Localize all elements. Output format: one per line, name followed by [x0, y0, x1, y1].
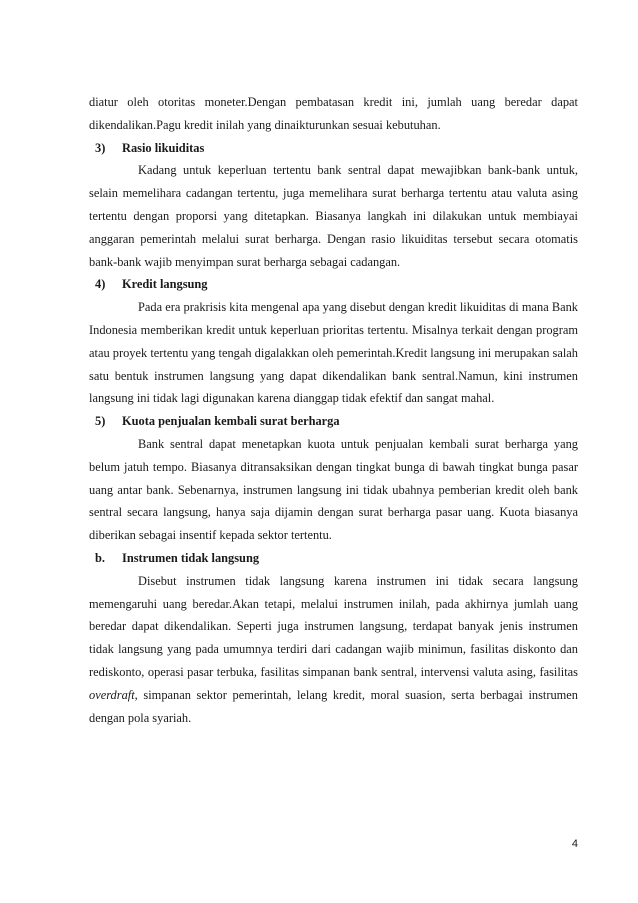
- document-body: [89, 91, 578, 729]
- section-paragraph: Pada era prakrisis kita mengenal apa yang disebut dengan kredit likuiditas di mana Bank Indonesia memberikan kredit untuk keperluan prioritas tertentu. Misalnya terkait dengan program atau proyek tertentu yang tengah digalakkan oleh pemerintah.Kredit langsung ini merupakan salah satu bentuk instrumen langsung yang dapat dikendalikan bank sentral.Namun, kini instrumen langsung ini tidak lagi digunakan karena dianggap tidak efektif dan sangat mahal.: [89, 300, 578, 406]
- section-title: Kredit langsung: [122, 277, 208, 292]
- section-paragraph: [89, 570, 578, 730]
- section-number: 4): [95, 277, 106, 292]
- section-heading: [89, 137, 578, 160]
- section-number: 3): [95, 140, 106, 155]
- section-heading: [89, 273, 578, 296]
- section-paragraph: Kadang untuk keperluan tertentu bank sentral dapat mewajibkan bank-bank untuk, selain memelihara cadangan tertentu, juga memelihara surat berharga tertentu atau valuta asing tertentu dengan proporsi yang ditetapkan. Biasanya langkah ini dilakukan untuk membiayai anggaran pemerintah melalui surat berharga. Dengan rasio likuiditas tersebut secara otomatis bank-bank wajib menyimpan surat berharga sebagai cadangan.: [89, 163, 578, 269]
- page-number: 4: [571, 838, 578, 850]
- paragraph-text: , simpanan sektor pemerintah, lelang kredit, moral suasion, serta berbagai instrumen dengan pola syariah.: [89, 687, 578, 725]
- section-title: Rasio likuiditas: [122, 140, 205, 155]
- intro-paragraph: diatur oleh otoritas moneter.Dengan pembatasan kredit ini, jumlah uang beredar dapat dikendalikan.Pagu kredit inilah yang dinaikturunkan sesuai kebutuhan.: [89, 95, 578, 132]
- section-heading: [89, 410, 578, 433]
- section-paragraph: Bank sentral dapat menetapkan kuota untuk penjualan kembali surat berharga yang belum jatuh tempo. Biasanya ditransaksikan dengan tingkat bunga di bawah tingkat bunga pasar uang antar bank. Sebenarnya, instrumen langsung ini tidak ubahnya pemberian kredit oleh bank sentral secara langsung, hanya saja dijamin dengan surat berharga pasar uang. Kuota biasanya diberikan sebagai insentif kepada sektor tertentu.: [89, 436, 578, 543]
- section-number: 5): [95, 414, 106, 429]
- section-title: Kuota penjualan kembali surat berharga: [122, 414, 340, 429]
- section-number: b.: [95, 550, 105, 565]
- italic-term: overdraft: [89, 687, 135, 702]
- paragraph-text: Disebut instrumen tidak langsung karena instrumen ini tidak secara langsung memengaruhi uang beredar.Akan tetapi, melalui instrumen inilah, pada akhirnya jumlah uang beredar dapat dikendalikan. Seperti juga instrumen langsung, terdapat banyak jenis instrumen tidak langsung yang pada umumnya terdiri dari cadangan wajib minimun, fasilitas diskonto dan rediskonto, operasi pasar terbuka, fasilitas simpanan bank sentral, intervensi valuta asing, fasilitas: [89, 573, 578, 679]
- section-title: Instrumen tidak langsung: [122, 550, 260, 565]
- section-heading: [89, 547, 578, 570]
